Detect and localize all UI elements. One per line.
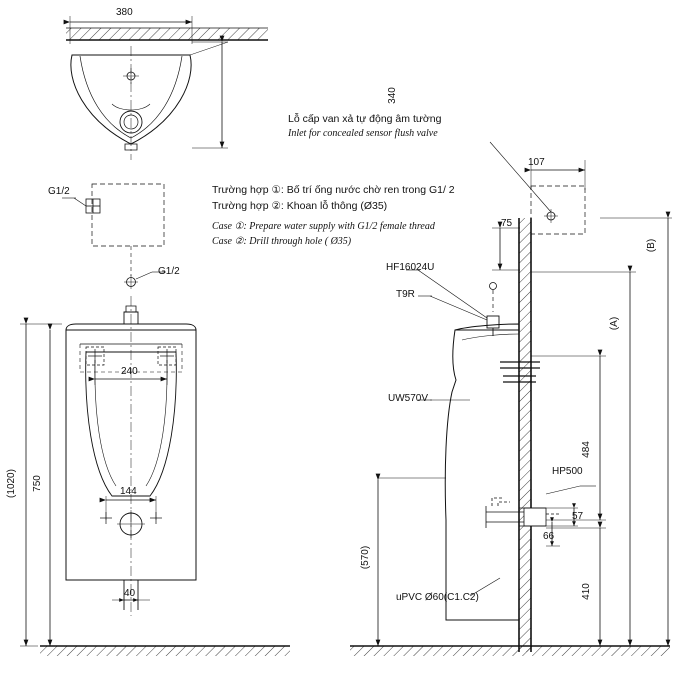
part-label-uw570v: UW570V	[388, 393, 429, 404]
case-note-en-2: Case ②: Drill through hole ( Ø35)	[212, 236, 352, 247]
dim-side-A: (A)	[609, 316, 621, 331]
dim-front-240: 240	[121, 366, 138, 377]
part-label-hf16024u: HF16024U	[386, 262, 435, 273]
dim-side-66: 66	[543, 531, 555, 542]
dim-front-144: 144	[120, 486, 137, 497]
case-note-en-1: Case ①: Prepare water supply with G1/2 female thread	[212, 221, 435, 232]
note-inlet-vi: Lỗ cấp van xả tự động âm tường	[288, 113, 442, 125]
dim-side-484: 484	[580, 441, 592, 458]
dim-side-B: (B)	[646, 238, 658, 253]
dim-top-depth: 340	[386, 87, 398, 104]
part-label-hp500: HP500	[552, 466, 583, 477]
part-label-t9r: T9R	[396, 289, 415, 300]
dim-side-75: 75	[501, 218, 513, 229]
dim-front-750: 750	[31, 475, 43, 492]
dim-side-410: 410	[580, 583, 592, 600]
note-inlet-en: Inlet for concealed sensor flush valve	[288, 128, 438, 139]
dim-side-107: 107	[528, 157, 545, 168]
label-g12-mid: G1/2	[158, 266, 180, 277]
case-note-vi-2: Trường hợp ②: Khoan lỗ thông (Ø35)	[212, 200, 388, 212]
dim-top-width: 380	[116, 7, 133, 18]
dim-side-570: (570)	[360, 545, 372, 570]
label-g12-top: G1/2	[48, 186, 70, 197]
case-note-vi-1: Trường hợp ①: Bố trí ống nước chờ ren trong G1/ 2	[212, 184, 455, 196]
dim-side-57: 57	[572, 511, 584, 522]
part-label-upvc: uPVC Ø60(C1.C2)	[396, 592, 479, 603]
dim-front-total: (1020)	[5, 469, 17, 498]
dim-front-40: 40	[124, 588, 136, 599]
